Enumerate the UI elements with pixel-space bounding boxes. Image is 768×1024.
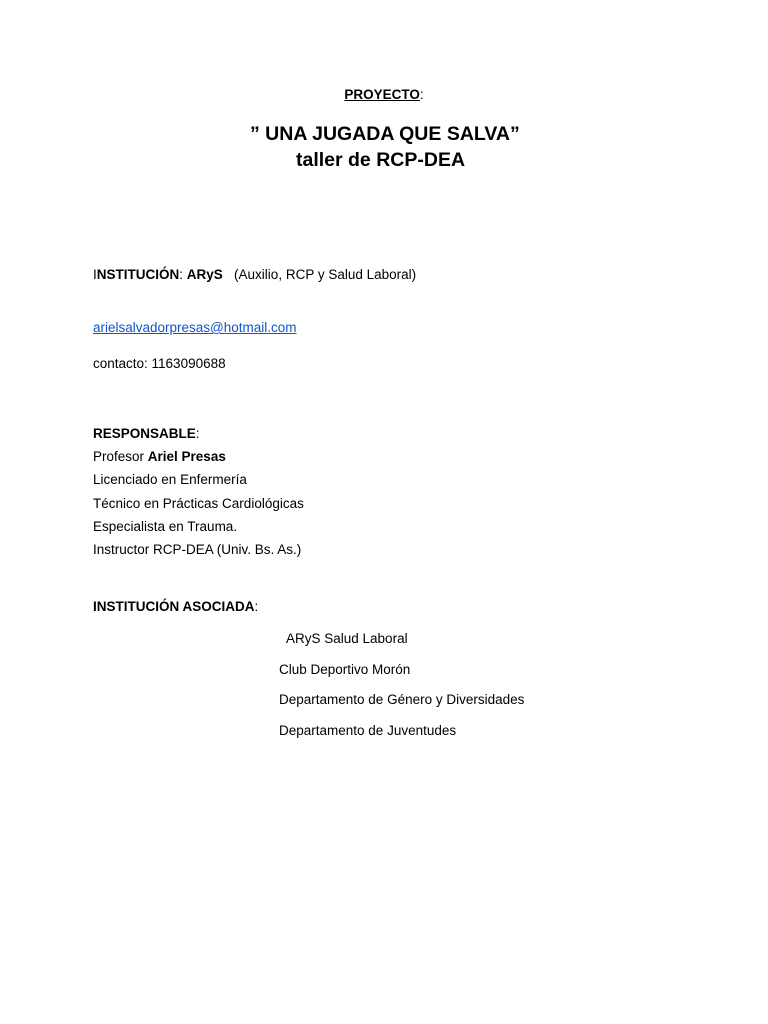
contact-phone: contacto: 1163090688 — [93, 356, 226, 371]
credential-item: Técnico en Prácticas Cardiológicas — [93, 496, 304, 511]
project-subtitle: taller de RCP-DEA — [296, 149, 466, 171]
institution-label: NSTITUCIÓN — [96, 267, 180, 282]
project-title: ” UNA JUGADA QUE SALVA” — [250, 123, 520, 145]
responsible-name-line — [93, 449, 226, 465]
project-label: PROYECTO — [344, 87, 420, 102]
project-header — [0, 87, 768, 103]
institution-line — [93, 267, 416, 283]
institution-description: (Auxilio, RCP y Salud Laboral) — [222, 267, 417, 282]
associated-item: ARyS Salud Laboral — [286, 631, 408, 646]
associated-institution-heading — [93, 599, 258, 615]
responsible-label: RESPONSABLE — [93, 426, 196, 441]
institution-label-initial: I — [93, 267, 97, 282]
associated-item: Departamento de Género y Diversidades — [279, 692, 525, 707]
responsible-name: Ariel Presas — [147, 449, 226, 464]
associated-label: INSTITUCIÓN ASOCIADA — [93, 599, 255, 614]
institution-name: ARyS — [186, 267, 223, 282]
responsible-heading — [93, 426, 200, 442]
responsible-title-prefix: Profesor — [93, 449, 148, 464]
project-label-colon: : — [419, 87, 424, 102]
credential-item: Licenciado en Enfermería — [93, 472, 247, 487]
associated-item: Club Deportivo Morón — [279, 662, 411, 677]
associated-item: Departamento de Juventudes — [279, 723, 457, 738]
email-link[interactable]: arielsalvadorpresas@hotmail.com — [93, 320, 297, 335]
credential-item: Especialista en Trauma. — [93, 519, 238, 534]
associated-colon: : — [254, 599, 259, 614]
institution-colon: : — [179, 267, 187, 282]
responsible-colon: : — [195, 426, 200, 441]
credential-item: Instructor RCP-DEA (Univ. Bs. As.) — [93, 542, 302, 557]
